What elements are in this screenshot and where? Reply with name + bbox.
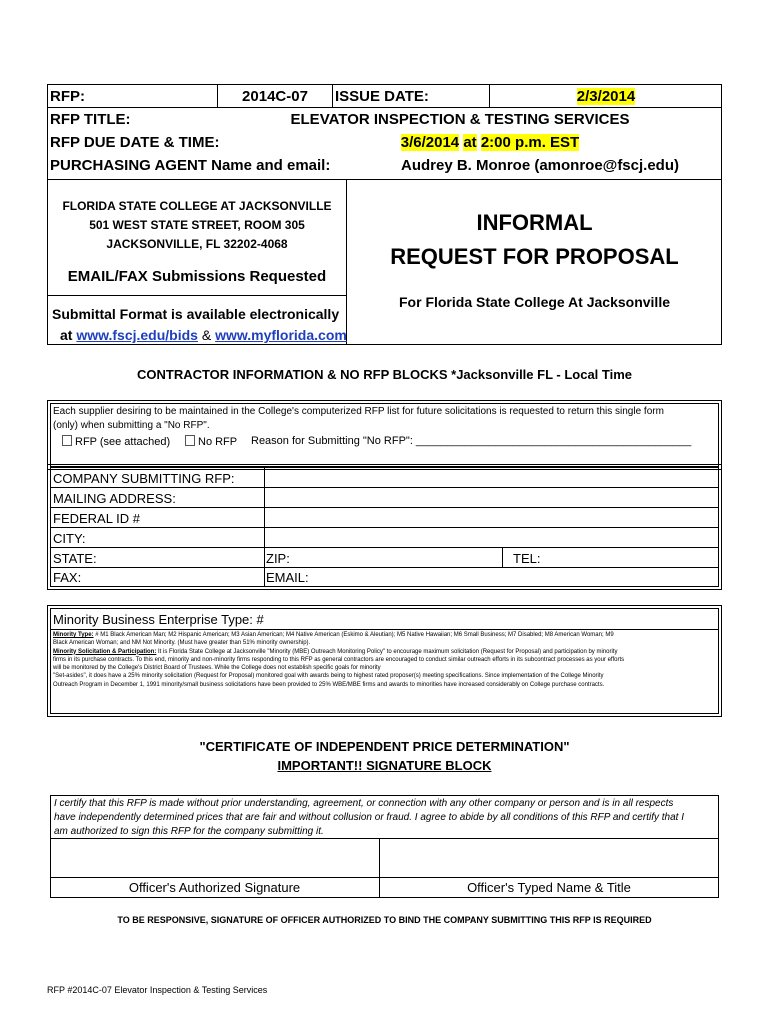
due-date: 3/6/2014 — [400, 134, 460, 151]
certification-line-1: I certify that this RFP is made without prior understanding, agreement, or connection with any other company or person and is in all respects — [54, 798, 674, 809]
company-field[interactable] — [266, 468, 718, 486]
option-no-rfp[interactable] — [185, 435, 237, 448]
federal-id-label: FEDERAL ID # — [53, 511, 140, 526]
city-label: CITY: — [53, 531, 86, 546]
email-label: EMAIL: — [266, 570, 309, 585]
college-street: 501 WEST STATE STREET, ROOM 305 — [89, 218, 305, 232]
tel-label: TEL: — [513, 551, 541, 566]
responsive-notice: TO BE RESPONSIVE, SIGNATURE OF OFFICER AUTHORIZED TO BIND THE COMPANY SUBMITTING THIS RFP IS REQUIRED — [117, 915, 652, 925]
informal-title: INFORMAL — [476, 210, 593, 235]
at-text: at — [60, 327, 73, 343]
solicitation-text: It is Florida State College at Jacksonville "Minority (MBE) Outreach Monitoring Policy" to encourage maximum solicitation (Request for Proposal) and participation by minority — [156, 648, 618, 655]
signature-block-text: SIGNATURE BLOCK — [362, 758, 492, 773]
mailing-field[interactable] — [266, 488, 718, 506]
agent-label: PURCHASING AGENT Name and email: — [50, 157, 331, 174]
footer-text: RFP #2014C-07 Elevator Inspection & Testing Services — [47, 985, 268, 995]
signature-field[interactable] — [51, 839, 378, 876]
rfp-label: RFP: — [50, 88, 85, 105]
solicitation-line-5: "Set-asides", it does have a 25% minority solicitation (Request for Proposal) monitored goal with awards being to highest rated proposer(s) meeting specifications. Since implementation of the College Minority — [53, 673, 604, 680]
rfp-title-label: RFP TITLE: — [50, 111, 131, 128]
city-field[interactable] — [266, 528, 718, 546]
certification-line-3: am authorized to sign this RFP for the company submitting it. — [54, 826, 324, 837]
submittal-format: Submittal Format is available electronically — [52, 306, 340, 322]
no-rfp-note-2: (only) when submitting a "No RFP". — [53, 420, 210, 431]
option-rfp[interactable] — [62, 435, 170, 448]
option-rfp-label: RFP (see attached) — [75, 436, 171, 448]
issue-date-label: ISSUE DATE: — [335, 88, 429, 105]
rfp-checkbox[interactable] — [62, 435, 72, 446]
contractor-heading: CONTRACTOR INFORMATION & NO RFP BLOCKS *Jacksonville FL - Local Time — [136, 367, 633, 382]
solicitation-line-4: will be monitored by the College's District Board of Trustees. While the College does not establish specific goals for minority — [53, 665, 381, 672]
minority-type-text-2: Black American Woman; and NM Not Minority. (Must have greater than 51% minority ownership). — [53, 640, 311, 647]
important-text: IMPORTANT!! — [277, 758, 363, 773]
typed-name-field[interactable] — [380, 839, 718, 876]
solicitation-label: Minority Solicitation & Participation: — [53, 648, 157, 655]
certificate-title: "CERTIFICATE OF INDEPENDENT PRICE DETERMINATION" — [199, 739, 570, 754]
federal-id-field[interactable] — [266, 508, 718, 526]
college-name: FLORIDA STATE COLLEGE AT JACKSONVILLE — [62, 199, 332, 213]
fscj-bids-link[interactable]: www.fscj.edu/bids — [76, 327, 198, 343]
informal-subtitle: For Florida State College At Jacksonville — [399, 294, 670, 310]
due-date-label: RFP DUE DATE & TIME: — [50, 134, 220, 151]
rfp-title: ELEVATOR INSPECTION & TESTING SERVICES — [290, 111, 630, 128]
myflorida-link[interactable]: www.myflorida.com — [215, 327, 347, 343]
minority-type-label: Minority Type: — [53, 632, 94, 638]
solicitation-line-6: Outreach Program in December 1, 1991 minority/small business solicitations have been provided to 25% WBE/MBE firms and awards to minorities have increased considerably on College purchase contracts. — [53, 681, 605, 688]
agent-name-email: Audrey B. Monroe (amonroe@fscj.edu) — [401, 157, 679, 174]
due-time: 2:00 p.m. EST — [480, 134, 580, 151]
no-rfp-reason[interactable]: Reason for Submitting "No RFP": _____________________________________________ — [251, 435, 692, 447]
issue-date: 2/3/2014 — [576, 88, 636, 105]
certification-line-2: have independently determined prices that are fair and without collusion or fraud. I agree to abide by all conditions of this RFP and certify that I — [54, 812, 684, 823]
no-rfp-checkbox[interactable] — [185, 435, 195, 446]
due-at: at — [463, 134, 477, 151]
no-rfp-note-1: Each supplier desiring to be maintained in the College's computerized RFP list for future solicitations is requested to return this single form — [53, 406, 664, 417]
zip-label: ZIP: — [266, 551, 290, 566]
option-no-rfp-label: No RFP — [198, 436, 238, 448]
submissions-requested: EMAIL/FAX Submissions Requested — [67, 268, 327, 285]
minority-title: Minority Business Enterprise Type: # — [53, 612, 264, 627]
college-city: JACKSONVILLE, FL 32202-4068 — [106, 237, 288, 251]
signature-label: Officer's Authorized Signature — [128, 880, 301, 895]
state-label: STATE: — [53, 551, 97, 566]
rfp-heading: REQUEST FOR PROPOSAL — [390, 244, 679, 269]
minority-type-text: # M1 Black American Man; M2 Hispanic American; M3 Asian American; M4 Native American (Eskimo & Aleutian); M5 Native Hawaiian; M6 Small Business; M7 Disabled; M8 American Woman; M9 — [93, 632, 614, 638]
typed-name-label: Officer's Typed Name & Title — [467, 880, 631, 895]
company-label: COMPANY SUBMITTING RFP: — [53, 471, 235, 486]
solicitation-line-3: firms in its purchase contracts. To this end, minority and non-minority firms responding to this RFP as general contractors are encouraged to conduct similar outreach efforts in its subcontract processes as your efforts — [53, 656, 625, 663]
amp-text: & — [201, 327, 212, 343]
rfp-number: 2014C-07 — [242, 88, 308, 105]
fax-label: FAX: — [53, 570, 82, 585]
mailing-label: MAILING ADDRESS: — [53, 491, 176, 506]
